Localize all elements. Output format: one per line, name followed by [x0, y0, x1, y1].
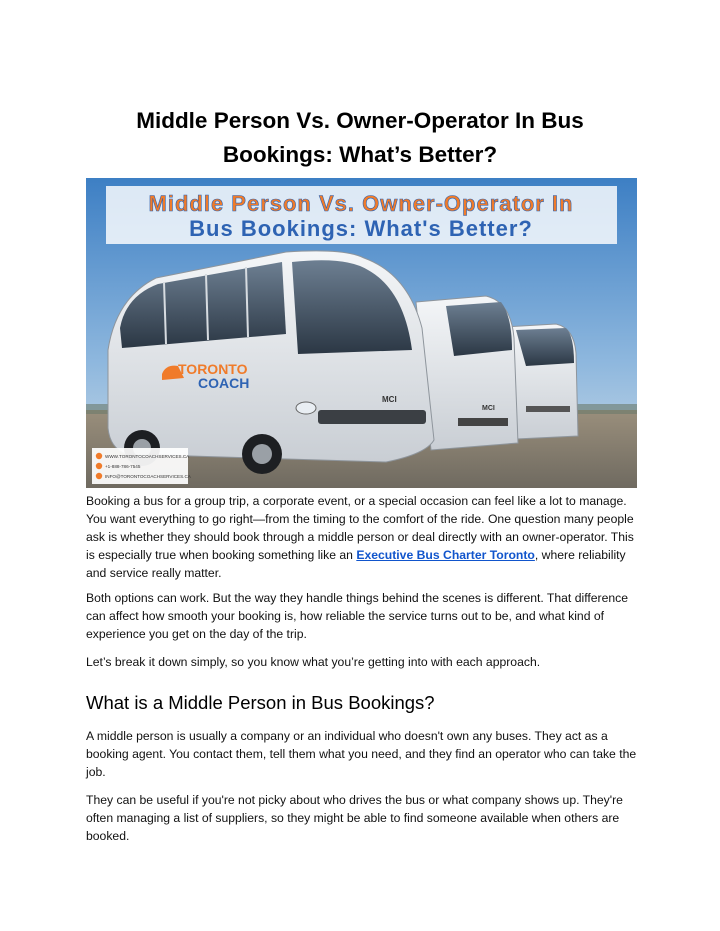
contact-card: [92, 448, 192, 484]
svg-text:MCI: MCI: [482, 405, 495, 412]
bus-badge: MCI: [382, 395, 397, 404]
intro-text-end: , where reliability and service really matter.: [86, 548, 626, 580]
bus-main: [108, 251, 434, 474]
title-line-1: Middle Person Vs. Owner-Operator In Bus: [136, 108, 584, 133]
brand-line-1: TORONTO: [178, 361, 248, 377]
middle-person-text: A middle person is usually a company or an individual who doesn't own any buses. They act as a booking agent. You contact them, tell them what you need, and they find an operator who can take the job.: [86, 729, 637, 779]
useful-text: They can be useful if you're not picky about who drives the bus or what company shows up. They're often managing a list of suppliers, so they might be able to find someone available when others are booked.: [86, 793, 623, 843]
contact-website: WWW.TORONTOCOACHSERVICES.CA: [105, 454, 190, 459]
middle-person-paragraph: [86, 727, 638, 781]
contact-email: INFO@TORONTOCOACHSERVICES.CA: [105, 474, 191, 479]
intro-text: Booking a bus for a group trip, a corporate event, or a special occasion can feel like a lot to manage. You want everything to go right—from the timing to the comfort of the ride. One question many people ask is whether they should book through a middle person or deal directly with an owner-operator. This is especially true when booking something like an: [86, 494, 634, 562]
title-line-2: Bookings: What’s Better?: [222, 142, 498, 167]
hero-headline-line-1: Middle Person Vs. Owner-Operator In: [148, 191, 574, 216]
both-options-text: Both options can work. But the way they handle things behind the scenes is different. That difference can affect how smooth your booking is, how reliable the service turns out to be, and what kind of experience you get on the day of the trip.: [86, 591, 629, 641]
break-down-paragraph: [86, 653, 638, 671]
intro-paragraph: [86, 492, 638, 582]
useful-paragraph: [86, 791, 638, 845]
hero-headline-line-2: Bus Bookings: What's Better?: [189, 216, 533, 241]
section-heading: What is a Middle Person in Bus Bookings?: [86, 692, 435, 713]
article-title: [80, 104, 640, 172]
brand-line-2: COACH: [198, 375, 250, 391]
contact-phone: +1-888-786-7545: [105, 464, 141, 469]
break-down-text: Let’s break it down simply, so you know what you’re getting into with each approach.: [86, 655, 541, 669]
hero-image: [86, 178, 637, 488]
both-options-paragraph: [86, 589, 638, 643]
executive-bus-charter-link[interactable]: Executive Bus Charter Toronto: [356, 548, 535, 562]
